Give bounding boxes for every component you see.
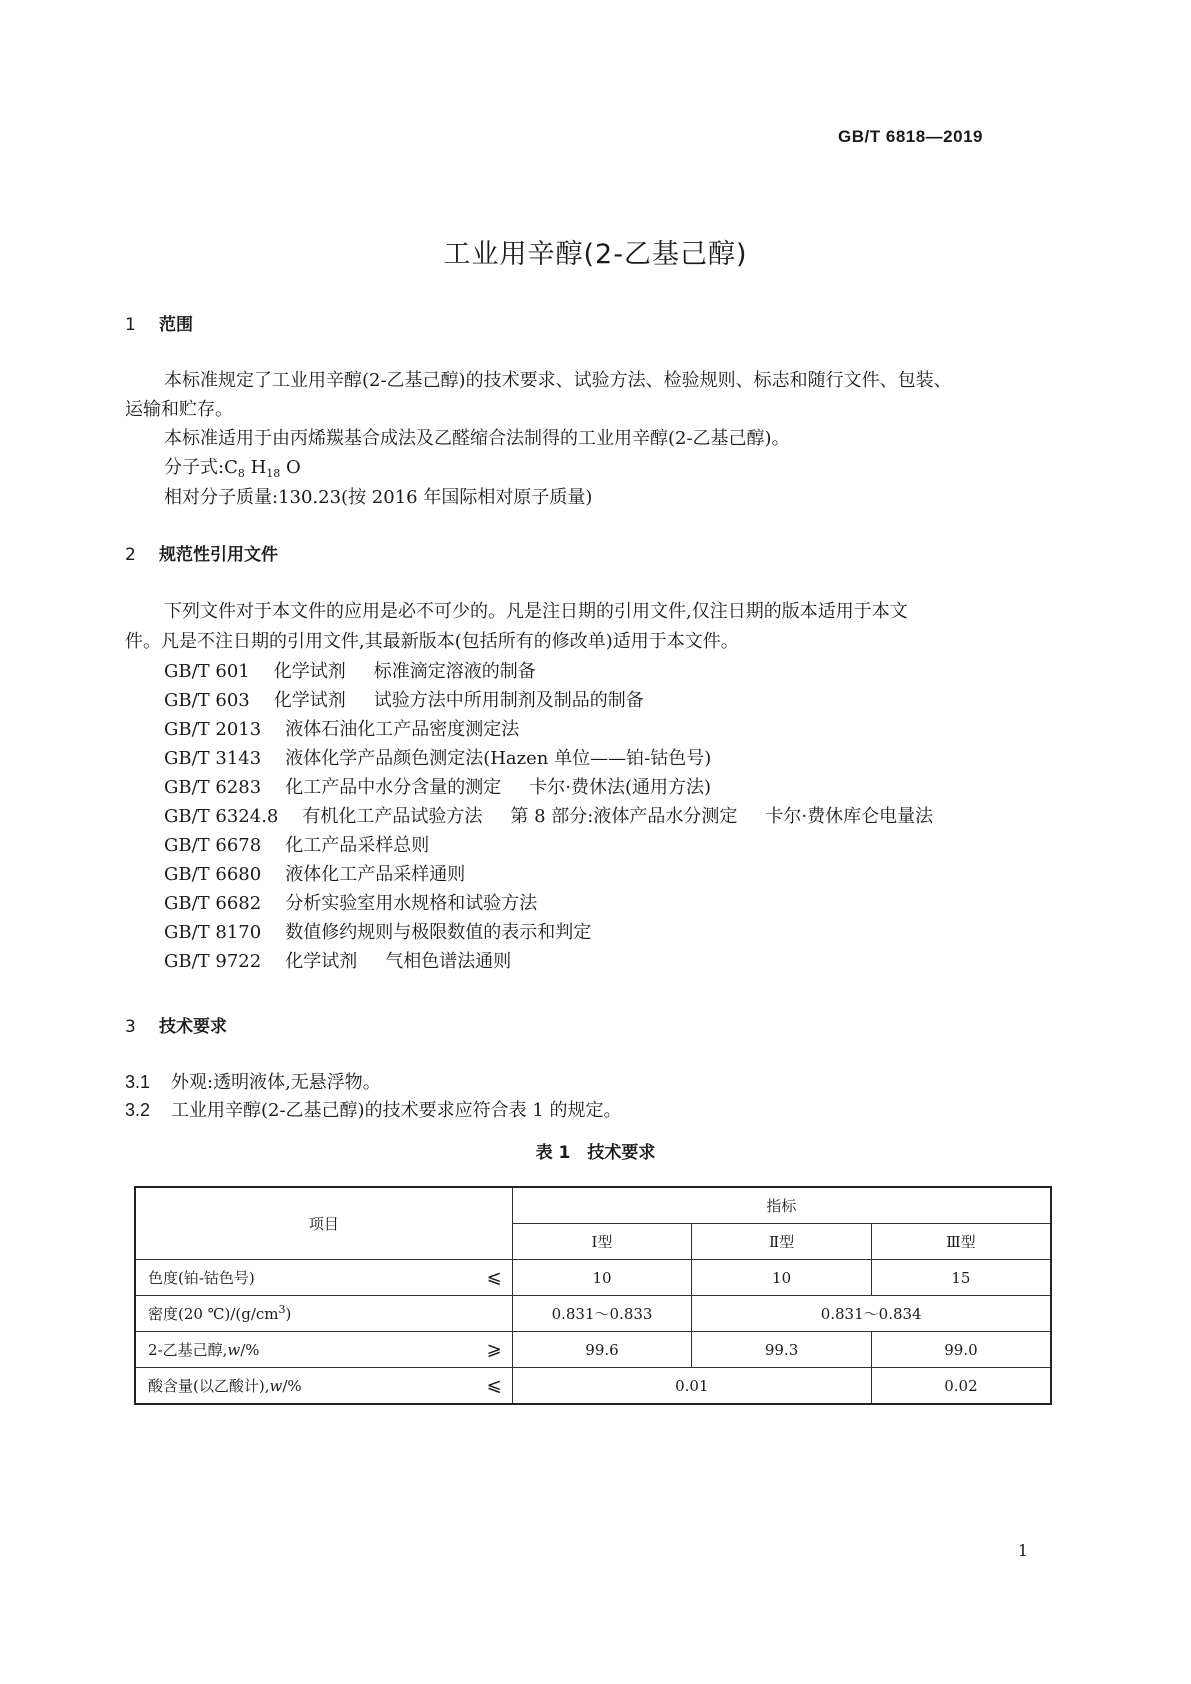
reference-title: 有机化工产品试验方法 [302,806,483,827]
reference-item [164,831,429,857]
row-label-color [135,1260,512,1296]
table-title: 表 1 技术要求 [535,1143,656,1163]
table-cell: 0.02 [871,1368,1051,1405]
reference-title: 液体化学产品颜色测定法(Hazen 单位——铂-钴色号) [285,748,712,769]
reference-title: 化学试剂 [273,661,346,682]
document-title: 工业用辛醇(2-乙基己醇) [443,239,748,270]
table-cell: 10 [512,1260,692,1296]
reference-code: GB/T 6678 [164,835,262,856]
row-label-2-ethylhexanol [135,1332,512,1368]
item-header-cell: 项目 [135,1187,512,1260]
row-label-suffix: /% [282,1377,302,1395]
table-row [135,1296,1051,1332]
table-row [135,1368,1051,1405]
type-1-header: Ⅰ型 [512,1224,692,1260]
reference-title: 化工产品采样总则 [285,835,430,856]
page-number: 1 [1017,1541,1028,1560]
clause-3-1-text: 外观:透明液体,无悬浮物。 [171,1072,381,1093]
table-cell: 99.6 [512,1332,692,1368]
reference-title: 数值修约规则与极限数值的表示和判定 [285,922,592,943]
reference-subtitle: 卡尔·费休法(通用方法) [529,777,711,798]
formula-c-sub: 8 [237,467,245,480]
reference-item [164,947,511,973]
mass-fraction-symbol: w [269,1377,283,1395]
row-label-density [135,1296,512,1332]
reference-subtitle: 试验方法中所用制剂及制品的制备 [373,690,644,711]
reference-title: 化学试剂 [285,951,358,972]
row-label-acid [135,1368,512,1405]
comparison-symbol: ⩾ [486,1339,502,1360]
reference-item [164,802,933,828]
table-cell: 10 [692,1260,872,1296]
section-2-heading [125,540,278,565]
table-cell: 0.831～0.833 [512,1296,692,1332]
reference-title: 化学试剂 [273,690,346,711]
mass-fraction-symbol: w [227,1341,241,1359]
reference-code: GB/T 601 [164,661,250,682]
row-label-text: 2-乙基己醇, [148,1341,228,1359]
clause-3-2 [125,1096,621,1122]
section-1-heading [125,310,193,335]
formula-c: C [224,457,238,478]
reference-code: GB/T 2013 [164,719,262,740]
reference-title: 分析实验室用水规格和试验方法 [285,893,538,914]
reference-code: GB/T 603 [164,690,250,711]
row-label-text: 密度(20 ℃)/(g/cm [148,1305,279,1323]
formula-h-sub: 18 [266,467,281,480]
reference-item [164,860,465,886]
section-1-title: 范围 [159,315,193,335]
section-2-number: 2 [125,545,136,565]
reference-code: GB/T 6283 [164,777,262,798]
reference-code: GB/T 6682 [164,893,262,914]
clause-3-1 [125,1068,381,1094]
reference-title: 化工产品中水分含量的测定 [285,777,502,798]
formula-o: O [286,457,301,478]
table-cell: 15 [871,1260,1051,1296]
type-3-header: Ⅲ型 [871,1224,1051,1260]
reference-title: 液体石油化工产品密度测定法 [285,719,520,740]
table-cell: 99.0 [871,1332,1051,1368]
reference-code: GB/T 6680 [164,864,262,885]
table-cell: 99.3 [692,1332,872,1368]
index-header-cell: 指标 [512,1187,1051,1224]
reference-method: 卡尔·费休库仑电量法 [765,806,934,827]
reference-item [164,889,537,915]
clause-3-2-number: 3.2 [125,1100,151,1120]
formula-h: H [250,457,267,478]
section-2-title: 规范性引用文件 [159,545,278,565]
reference-item [164,744,711,770]
section-1-para-1-line-1: 本标准规定了工业用辛醇(2-乙基己醇)的技术要求、试验方法、检验规则、标志和随行文件、包装、 [164,370,952,391]
comparison-symbol: ⩽ [486,1267,502,1288]
type-2-header: Ⅱ型 [692,1224,872,1260]
clause-3-1-number: 3.1 [125,1072,151,1092]
reference-subtitle: 标准滴定溶液的制备 [373,661,536,682]
comparison-symbol: ⩽ [486,1375,502,1396]
section-1-number: 1 [125,315,136,335]
section-3-number: 3 [125,1017,136,1037]
reference-item [164,657,536,683]
reference-item [164,715,519,741]
reference-item [164,918,591,944]
reference-item [164,773,711,799]
row-label-text: 色度(铂-钴色号) [148,1269,255,1287]
reference-code: GB/T 3143 [164,748,262,769]
row-label-suffix: /% [240,1341,260,1359]
spec-table [134,1186,1052,1405]
standard-number: GB/T 6818—2019 [838,127,983,146]
reference-item [164,686,644,712]
reference-code: GB/T 6324.8 [164,806,279,827]
reference-code: GB/T 8170 [164,922,262,943]
row-label-suffix: ) [285,1305,292,1323]
reference-title: 液体化工产品采样通则 [285,864,466,885]
table-row [135,1332,1051,1368]
clause-3-2-text: 工业用辛醇(2-乙基己醇)的技术要求应符合表 1 的规定。 [171,1100,622,1121]
table-cell: 0.831～0.834 [692,1296,1051,1332]
table-row [135,1260,1051,1296]
section-1-para-1-line-2: 运输和贮存。 [125,399,233,420]
formula-label: 分子式: [164,457,225,478]
row-label-text: 酸含量(以乙酸计), [148,1377,270,1395]
section-1-para-2: 本标准适用于由丙烯羰基合成法及乙醛缩合法制得的工业用辛醇(2-乙基己醇)。 [164,428,790,449]
section-3-heading [125,1012,227,1037]
molar-mass: 相对分子质量:130.23(按 2016 年国际相对原子质量) [164,487,593,508]
table-header-row [135,1187,1051,1224]
section-2-intro-line-1: 下列文件对于本文件的应用是必不可少的。凡是注日期的引用文件,仅注日期的版本适用于本文 [164,601,908,622]
reference-subtitle: 气相色谱法通则 [385,951,512,972]
molecular-formula-line [164,453,301,480]
section-3-title: 技术要求 [159,1017,227,1037]
section-2-intro-line-2: 件。凡是不注日期的引用文件,其最新版本(包括所有的修改单)适用于本文件。 [125,631,739,652]
superscript: 3 [278,1303,286,1316]
reference-code: GB/T 9722 [164,951,262,972]
reference-subtitle: 第 8 部分:液体产品水分测定 [510,806,738,827]
table-cell: 0.01 [512,1368,871,1405]
